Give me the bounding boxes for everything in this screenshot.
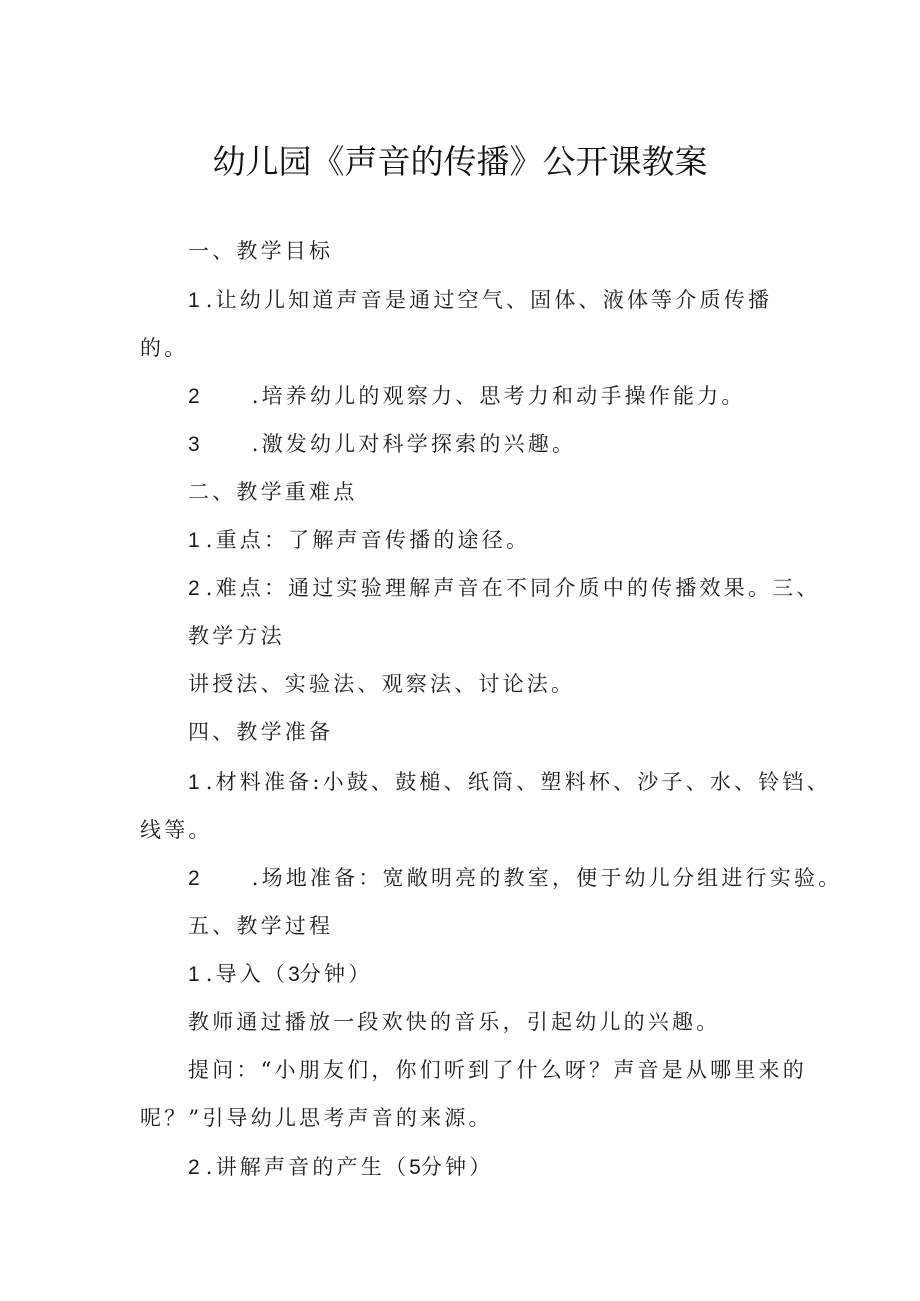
section-heading-objectives: 一、教学目标	[188, 239, 334, 263]
process-item-1-question: 提问：“小朋友们，你们听到了什么呀？声音是从哪里来的	[188, 1058, 807, 1082]
process-item-1	[188, 959, 372, 990]
item-number: 1	[188, 771, 200, 794]
item-minutes: 5	[409, 1156, 421, 1179]
objective-item-2	[188, 381, 746, 412]
section-heading-methods: 教学方法	[188, 624, 285, 648]
preparation-item-1-continuation: 线等。	[140, 818, 213, 842]
section-heading-preparation: 四、教学准备	[188, 720, 334, 744]
preparation-item-2	[188, 863, 842, 894]
item-text: .重点：了解声音传播的途径。	[205, 528, 531, 552]
item-text: .让幼儿知道声音是通过空气、固体、液体等介质传播	[205, 288, 773, 312]
item-text-a: .导入（	[205, 962, 289, 986]
process-item-1-body: 教师通过播放一段欢快的音乐，引起幼儿的兴趣。	[188, 1010, 721, 1034]
item-number: 3	[188, 433, 200, 456]
item-text: .场地准备：宽敞明亮的教室，便于幼儿分组进行实验。	[251, 866, 843, 890]
item-text: .培养幼儿的观察力、思考力和动手操作能力。	[251, 384, 746, 408]
item-text: .材料准备:小鼓、鼓槌、纸筒、塑料杯、沙子、水、铃铛、	[205, 770, 831, 794]
item-number: 1	[188, 289, 200, 312]
item-number: 2	[188, 1156, 200, 1179]
document-title: 幼儿园《声音的传播》公开课教案	[212, 142, 708, 181]
item-number: 2	[188, 385, 200, 408]
objective-item-1-continuation: 的。	[140, 336, 189, 360]
item-number: 2	[188, 577, 200, 600]
item-text-a: .讲解声音的产生（	[205, 1155, 410, 1179]
item-minutes: 3	[288, 963, 300, 986]
section-heading-process: 五、教学过程	[188, 914, 334, 938]
item-number: 1	[188, 529, 200, 552]
item-text: .难点：通过实验理解声音在不同介质中的传播效果。三、	[205, 576, 821, 600]
item-text: .激发幼儿对科学探索的兴趣。	[251, 432, 577, 456]
process-item-2	[188, 1152, 493, 1183]
objective-item-1	[188, 285, 772, 316]
methods-body: 讲授法、实验法、观察法、讨论法。	[188, 672, 576, 696]
item-number: 2	[188, 867, 200, 890]
item-text-b: 分钟）	[299, 962, 373, 986]
key-point-item-2	[188, 573, 821, 604]
key-point-item-1	[188, 525, 530, 556]
preparation-item-1	[188, 767, 831, 798]
objective-item-3	[188, 429, 576, 460]
item-number: 1	[188, 963, 200, 986]
item-text-b: 分钟）	[420, 1155, 494, 1179]
section-heading-key-points: 二、教学重难点	[188, 480, 358, 504]
process-item-1-question-continuation: 呢？”引导幼儿思考声音的来源。	[140, 1106, 493, 1130]
